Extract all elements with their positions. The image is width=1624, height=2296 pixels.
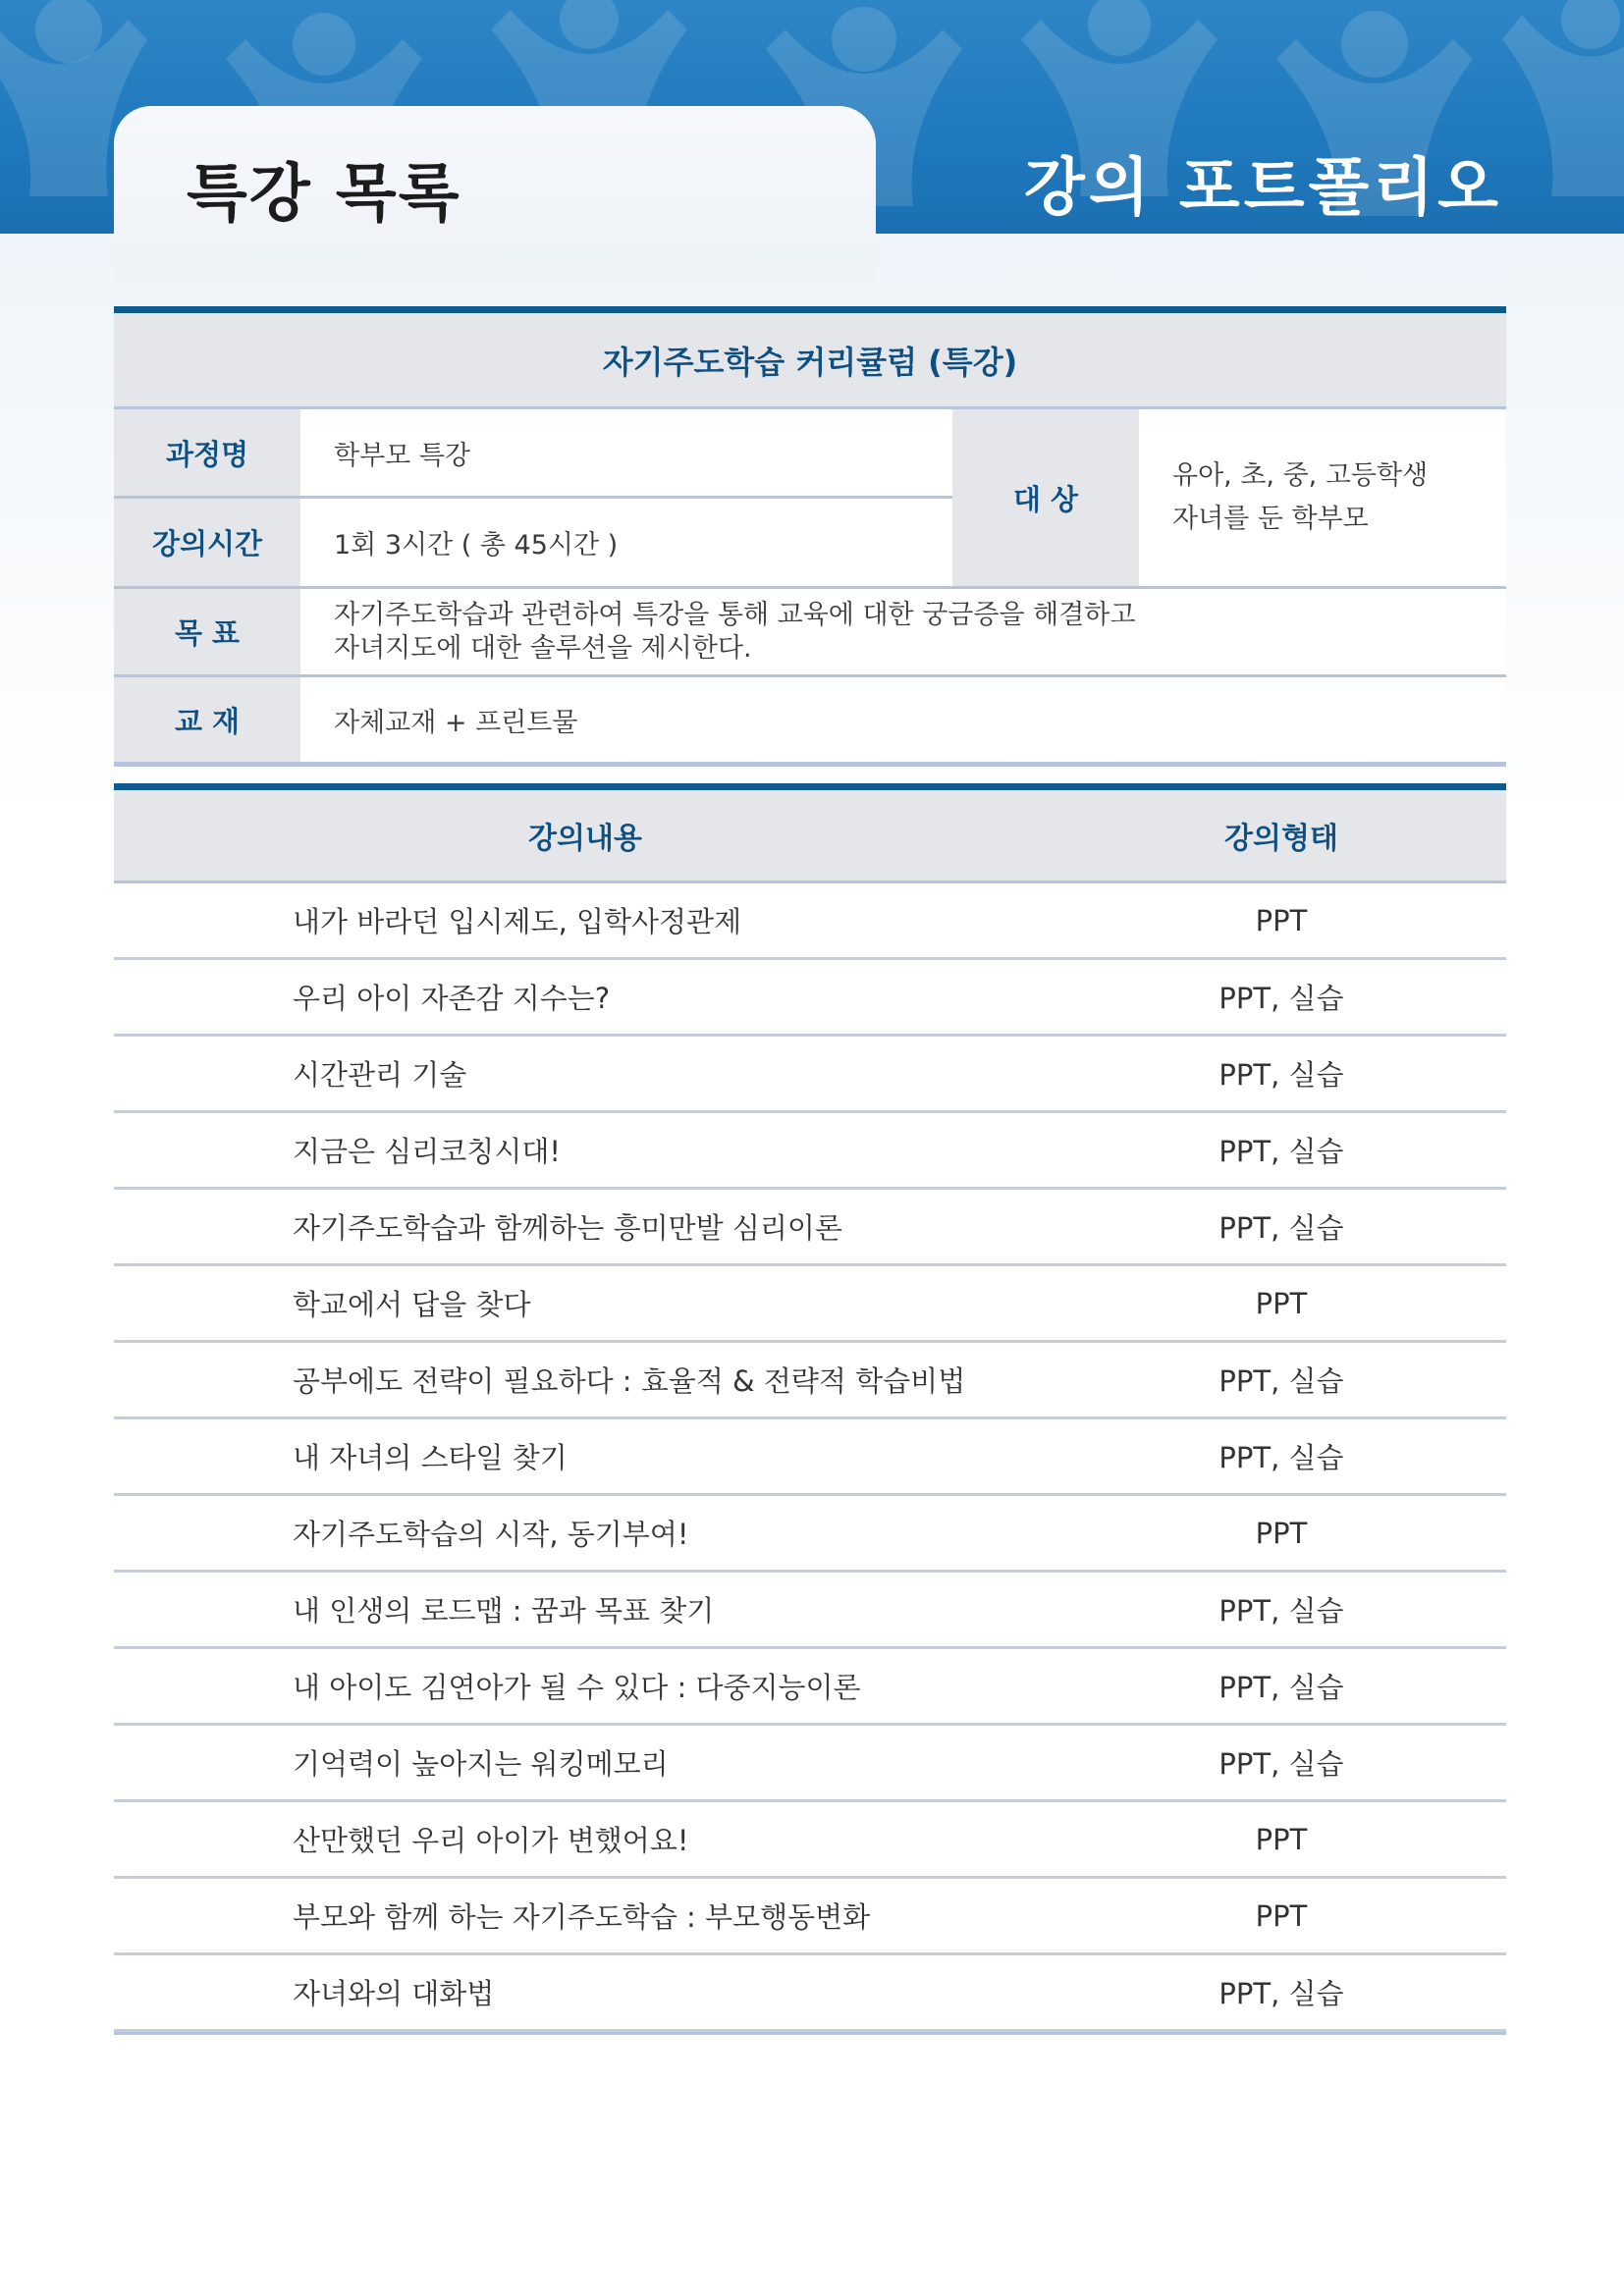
table-row	[114, 1573, 1506, 1649]
table-row	[114, 1879, 1506, 1955]
lecture-content: 내 인생의 로드맵 : 꿈과 목표 찾기	[293, 1594, 715, 1628]
table-row	[114, 1037, 1506, 1113]
table-row	[114, 1113, 1506, 1190]
lecture-format: PPT, 실습	[1218, 1594, 1344, 1628]
course-material-value: 자체교재 + 프린트물	[300, 677, 1506, 762]
lecture-format: PPT, 실습	[1218, 1671, 1344, 1704]
course-goal-value	[300, 589, 1506, 674]
table-row	[114, 883, 1506, 960]
lecture-table	[114, 783, 1506, 2035]
lecture-content: 내가 바라던 입시제도, 입학사정관제	[293, 905, 742, 938]
lecture-format: PPT, 실습	[1218, 1211, 1344, 1245]
lecture-content: 기억력이 높아지는 워킹메모리	[293, 1747, 669, 1781]
column-header-content: 강의내용	[528, 822, 642, 856]
table-row	[114, 1802, 1506, 1879]
course-goal-line: 자기주도학습과 관련하여 특강을 통해 교육에 대한 궁금증을 해결하고	[334, 599, 1136, 630]
lecture-format: PPT	[1255, 1516, 1308, 1550]
column-header-format: 강의형태	[1224, 822, 1338, 856]
table-row	[114, 1649, 1506, 1726]
lecture-content: 공부에도 전략이 필요하다 : 효율적 & 전략적 학습비법	[293, 1364, 966, 1398]
lecture-content: 자녀와의 대화법	[293, 1977, 495, 2010]
lecture-content: 내 아이도 김연아가 될 수 있다 : 다중지능이론	[293, 1671, 861, 1704]
lecture-content: 자기주도학습의 시작, 동기부여!	[293, 1518, 689, 1551]
lecture-content: 시간관리 기술	[293, 1058, 467, 1092]
course-time-row	[114, 499, 952, 586]
portfolio-title: 강의 포트폴리오	[1023, 152, 1502, 225]
lecture-table-header	[114, 790, 1506, 883]
course-target-line: 유아, 초, 중, 고등학생	[1172, 460, 1429, 491]
table-row	[114, 1190, 1506, 1266]
lecture-content: 산만했던 우리 아이가 변했어요!	[293, 1824, 689, 1857]
table-row	[114, 1496, 1506, 1573]
course-material-row	[114, 677, 1506, 762]
page-title: 특강 목록	[187, 158, 461, 231]
course-name-row	[114, 409, 952, 499]
course-info-table	[114, 306, 1506, 767]
lecture-format: PPT, 실습	[1218, 1747, 1344, 1781]
course-target-line: 자녀를 둔 학부모	[1172, 504, 1369, 534]
lecture-format: PPT	[1255, 903, 1308, 937]
course-title: 자기주도학습 커리큘럼 (특강)	[114, 313, 1506, 409]
table-row	[114, 1343, 1506, 1419]
lecture-format: PPT	[1255, 1822, 1308, 1856]
lecture-format: PPT, 실습	[1218, 1135, 1344, 1168]
lecture-format: PPT, 실습	[1218, 1977, 1344, 2010]
course-target-value	[1139, 409, 1506, 586]
course-goal-label: 목 표	[114, 589, 300, 674]
course-name-label: 과정명	[114, 409, 300, 496]
divider	[114, 762, 1506, 767]
lecture-format: PPT	[1255, 1286, 1308, 1320]
lecture-content: 부모와 함께 하는 자기주도학습 : 부모행동변화	[293, 1900, 871, 1934]
table-row	[114, 1266, 1506, 1343]
lecture-content: 우리 아이 자존감 지수는?	[293, 982, 611, 1015]
course-time-label: 강의시간	[114, 499, 300, 586]
lecture-format: PPT, 실습	[1218, 1058, 1344, 1092]
table-row	[114, 1726, 1506, 1802]
table-row	[114, 1419, 1506, 1496]
course-time-value: 1회 3시간 ( 총 45시간 )	[300, 499, 952, 586]
course-goal-row	[114, 589, 1506, 677]
course-material-label: 교 재	[114, 677, 300, 762]
divider	[114, 2032, 1506, 2035]
course-goal-line: 자녀지도에 대한 솔루션을 제시한다.	[334, 632, 752, 664]
lecture-format: PPT, 실습	[1218, 1441, 1344, 1474]
lecture-table-body	[114, 883, 1506, 2032]
lecture-content: 지금은 심리코칭시대!	[293, 1135, 561, 1168]
course-top-left	[114, 409, 952, 586]
course-target-label: 대 상	[952, 409, 1139, 586]
course-top-block	[114, 409, 1506, 589]
lecture-format: PPT	[1255, 1898, 1308, 1933]
lecture-format: PPT, 실습	[1218, 1364, 1344, 1398]
lecture-format: PPT, 실습	[1218, 982, 1344, 1015]
table-row	[114, 960, 1506, 1037]
course-name-value: 학부모 특강	[300, 409, 952, 496]
lecture-content: 내 자녀의 스타일 찾기	[293, 1441, 568, 1474]
lecture-content: 학교에서 답을 찾다	[293, 1288, 531, 1321]
table-row	[114, 1955, 1506, 2032]
lecture-content: 자기주도학습과 함께하는 흥미만발 심리이론	[293, 1211, 842, 1245]
